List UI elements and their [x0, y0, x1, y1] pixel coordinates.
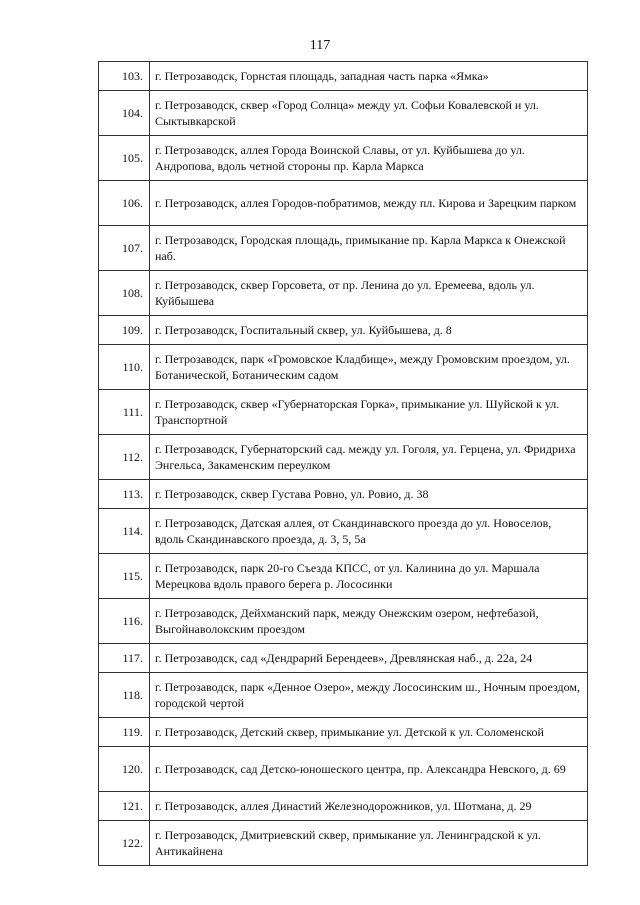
table-row — [99, 181, 588, 226]
table-row — [99, 673, 588, 718]
row-number: 120. — [99, 747, 150, 792]
table-row — [99, 390, 588, 435]
table-row — [99, 747, 588, 792]
row-text: г. Петрозаводск, Госпитальный сквер, ул. Куйбышева, д. 8 — [150, 316, 588, 345]
table-row — [99, 509, 588, 554]
table-row — [99, 554, 588, 599]
table-row — [99, 316, 588, 345]
table-row — [99, 226, 588, 271]
row-text: г. Петрозаводск, сад Детско-юношеского центра, пр. Александра Невского, д. 69 — [150, 747, 588, 792]
row-number: 107. — [99, 226, 150, 271]
row-text: г. Петрозаводск, парк «Громовское Кладбище», между Громовским проездом, ул. Ботанической, Ботаническим садом — [150, 345, 588, 390]
row-number: 110. — [99, 345, 150, 390]
row-number: 113. — [99, 480, 150, 509]
row-text: г. Петрозаводск, аллея Города Воинской Славы, от ул. Куйбышева до ул. Андропова, вдоль четной стороны пр. Карла Маркса — [150, 136, 588, 181]
row-text: г. Петрозаводск, сквер Густава Ровно, ул. Ровио, д. 38 — [150, 480, 588, 509]
row-text: г. Петрозаводск, аллея Династий Железнодорожников, ул. Шотмана, д. 29 — [150, 792, 588, 821]
table-row — [99, 792, 588, 821]
row-text: г. Петрозаводск, Дейхманский парк, между Онежским озером, нефтебазой, Выгойнаволокским проездом — [150, 599, 588, 644]
parks-table — [98, 61, 588, 866]
row-number: 121. — [99, 792, 150, 821]
row-text: г. Петрозаводск, сквер «Губернаторская Горка», примыкание ул. Шуйской к ул. Транспортной — [150, 390, 588, 435]
table-row — [99, 718, 588, 747]
row-text: г. Петрозаводск, Городская площадь, примыкание пр. Карла Маркса к Онежской наб. — [150, 226, 588, 271]
row-number: 106. — [99, 181, 150, 226]
table-row — [99, 435, 588, 480]
table-row — [99, 91, 588, 136]
table-row — [99, 821, 588, 866]
row-number: 119. — [99, 718, 150, 747]
row-number: 109. — [99, 316, 150, 345]
row-text: г. Петрозаводск, парк «Денное Озеро», между Лососинским ш., Ночным проездом, городской чертой — [150, 673, 588, 718]
table-row — [99, 136, 588, 181]
row-text: г. Петрозаводск, Детский сквер, примыкание ул. Детской к ул. Соломенской — [150, 718, 588, 747]
row-text: г. Петрозаводск, Датская аллея, от Скандинавского проезда до ул. Новоселов, вдоль Скандинавского проезда, д. 3, 5, 5а — [150, 509, 588, 554]
row-text: г. Петрозаводск, парк 20-го Съезда КПСС, от ул. Калинина до ул. Маршала Мерецкова вдоль правого берега р. Лососинки — [150, 554, 588, 599]
row-number: 115. — [99, 554, 150, 599]
row-number: 108. — [99, 271, 150, 316]
row-text: г. Петрозаводск, сад «Дендрарий Берендеев», Древлянская наб., д. 22а, 24 — [150, 644, 588, 673]
row-number: 103. — [99, 62, 150, 91]
row-text: г. Петрозаводск, аллея Городов-побратимов, между пл. Кирова и Зарецким парком — [150, 181, 588, 226]
row-number: 122. — [99, 821, 150, 866]
table-row — [99, 271, 588, 316]
row-text: г. Петрозаводск, Горнстая площадь, западная часть парка «Ямка» — [150, 62, 588, 91]
table-row — [99, 480, 588, 509]
page-number: 117 — [309, 38, 331, 53]
row-number: 117. — [99, 644, 150, 673]
row-text: г. Петрозаводск, сквер «Город Солнца» между ул. Софьи Ковалевской и ул. Сыктывкарской — [150, 91, 588, 136]
row-number: 118. — [99, 673, 150, 718]
row-number: 116. — [99, 599, 150, 644]
row-number: 112. — [99, 435, 150, 480]
row-number: 111. — [99, 390, 150, 435]
row-number: 105. — [99, 136, 150, 181]
row-text: г. Петрозаводск, Дмитриевский сквер, примыкание ул. Ленинградской к ул. Антикайнена — [150, 821, 588, 866]
table-row — [99, 345, 588, 390]
row-text: г. Петрозаводск, сквер Горсовета, от пр. Ленина до ул. Еремеева, вдоль ул. Куйбышева — [150, 271, 588, 316]
row-number: 104. — [99, 91, 150, 136]
table-row — [99, 644, 588, 673]
table-row — [99, 599, 588, 644]
row-text: г. Петрозаводск, Губернаторский сад. между ул. Гоголя, ул. Герцена, ул. Фридриха Энгельса, Закаменским переулком — [150, 435, 588, 480]
table-row — [99, 62, 588, 91]
row-number: 114. — [99, 509, 150, 554]
